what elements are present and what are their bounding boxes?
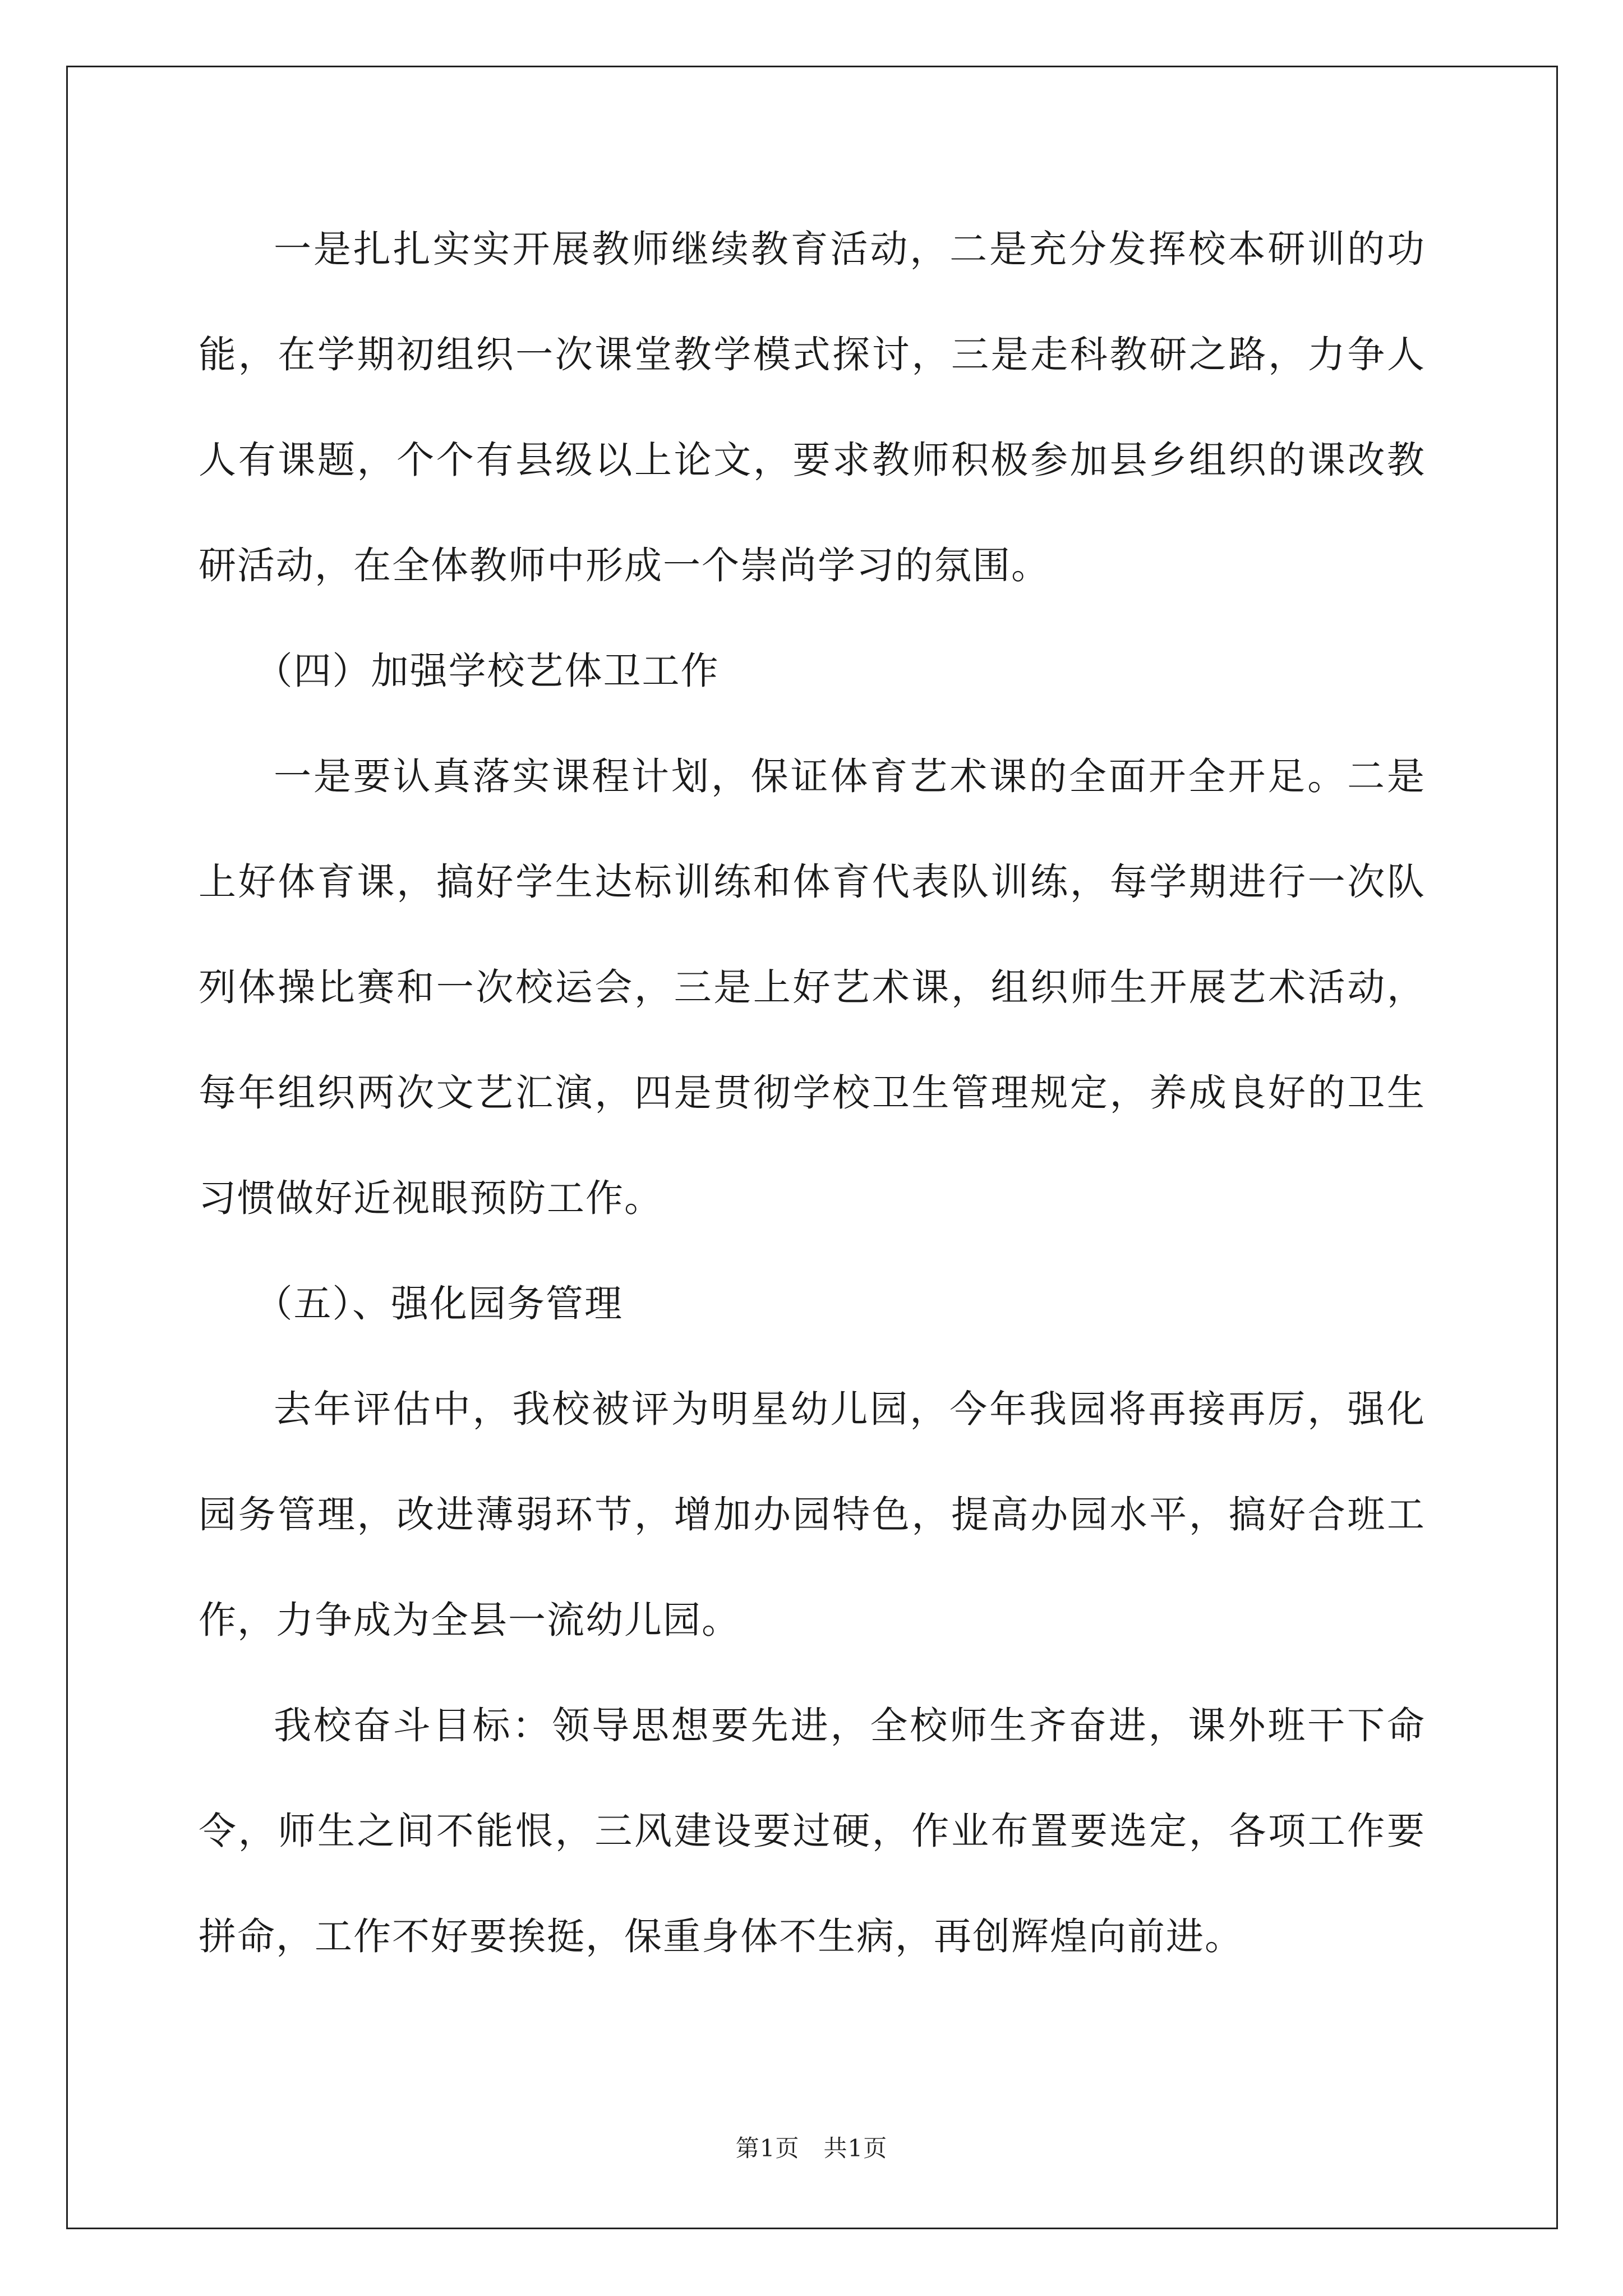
paragraph-arts-sports-health: 一是要认真落实课程计划，保证体育艺术课的全面开全开足。二是上好体育课，搞好学生达标训练和体育代表队训练，每学期进行一次队列体操比赛和一次校运会，三是上好艺术课，组织师生开展艺术活动，每年组织两次文艺汇演，四是贯彻学校卫生管理规定，养成良好的卫生习惯做好近视眼预防工作。 — [199, 754, 1426, 1220]
section-heading-kindergarten-management: （五）、强化园务管理 — [255, 1282, 623, 1326]
paragraph-kindergarten-management: 去年评估中，我校被评为明星幼儿园，今年我园将再接再厉，强化园务管理，改进薄弱环节，增加办园特色，提高办园水平，搞好合班工作，力争成为全县一流幼儿园。 — [199, 1387, 1426, 1642]
page-footer: 第1页 共1页 — [735, 2134, 888, 2162]
paragraph-continuing-education: 一是扎扎实实开展教师继续教育活动，二是充分发挥校本研训的功能，在学期初组织一次课堂教学模式探讨，三是走科教研之路，力争人人有课题，个个有县级以上论文，要求教师积极参加县乡组织的课改教研活动，在全体教师中形成一个崇尚学习的氛围。 — [199, 227, 1426, 587]
paragraph-school-goals: 我校奋斗目标：领导思想要先进，全校师生齐奋进，课外班干下命令，师生之间不能恨，三风建设要过硬，作业布置要选定，各项工作要拼命，工作不好要挨挺，保重身体不生病，再创辉煌向前进。 — [199, 1704, 1426, 1958]
section-heading-arts-sports-health: （四）加强学校艺体卫工作 — [255, 649, 720, 693]
document-body — [199, 196, 1426, 1989]
